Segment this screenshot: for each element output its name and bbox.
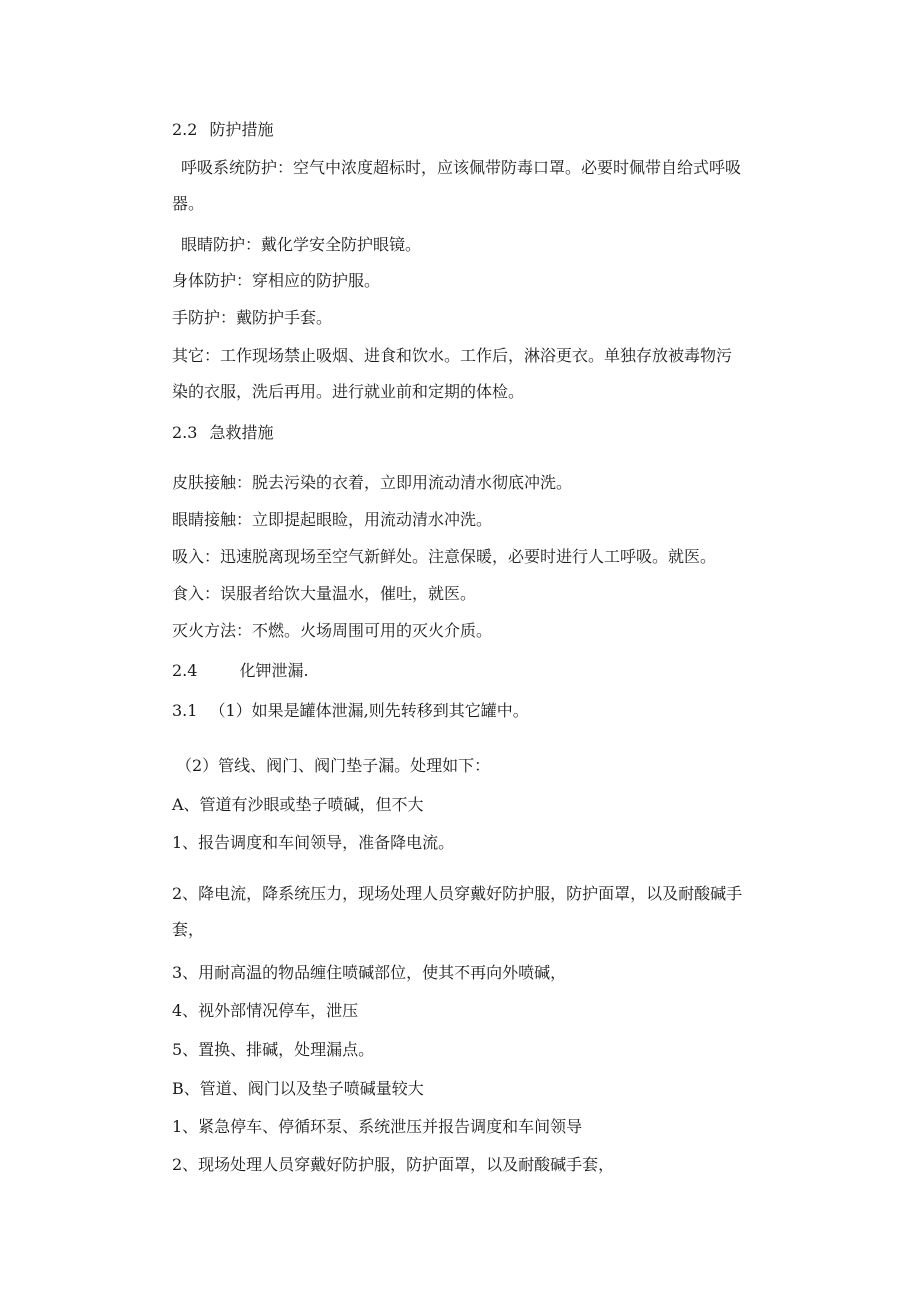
paragraph-line: 套， [172,920,205,939]
paragraph-line: 染的衣服，洗后再用。进行就业前和定期的体检。 [172,382,525,401]
paragraph-eye-contact: 眼睛接触：立即提起眼睑，用流动清水冲洗。 [172,510,493,529]
paragraph-skin-contact: 皮肤接触：脱去污染的衣着，立即用流动清水彻底冲洗。 [172,473,573,492]
section-number: 2.2 [172,120,198,139]
section-title: 化钾泄漏. [239,661,309,680]
section-title: 防护措施 [209,120,274,139]
paragraph-line: 呼吸系统防护：空气中浓度超标时，应该佩带防毒口罩。必要时佩带自给式呼吸 [181,158,742,177]
paragraph-line: 其它：工作现场禁止吸烟、进食和饮水。工作后，淋浴更衣。单独存放被毒物污 [172,346,733,365]
paragraph-item-a4: 4、视外部情况停车，泄压 [172,1001,359,1020]
paragraph-line: 器。 [172,194,205,213]
section-heading-3-1 [172,701,529,721]
paragraph-ingestion: 食入：误服者给饮大量温水，催吐，就医。 [172,584,477,603]
paragraph-fire-fighting: 灭火方法：不燃。火场周围可用的灭火介质。 [172,621,493,640]
section-text: （1）如果是罐体泄漏,则先转移到其它罐中。 [209,701,529,720]
section-number: 3.1 [172,701,198,720]
section-heading-2-2 [172,120,273,140]
paragraph-item-a: A、管道有沙眼或垫子喷碱，但不大 [172,795,424,814]
paragraph-line: 2、降电流，降系统压力，现场处理人员穿戴好防护服，防护面罩，以及耐酸碱手 [172,884,743,903]
paragraph-other-measures [172,346,782,402]
paragraph-hand-protection: 手防护：戴防护手套。 [172,308,333,327]
paragraph-item-a5: 5、置换、排碱，处理漏点。 [172,1040,375,1059]
paragraph-body-protection: 身体防护：穿相应的防护服。 [172,271,381,290]
paragraph-item-a1: 1、报告调度和车间领导，准备降电流。 [172,833,455,852]
section-heading-2-3 [172,423,273,443]
paragraph-inhalation: 吸入：迅速脱离现场至空气新鲜处。注意保暖，必要时进行人工呼吸。就医。 [172,547,717,566]
paragraph-item-b2: 2、现场处理人员穿戴好防护服，防护面罩，以及耐酸碱手套， [172,1155,615,1174]
paragraph-item-b1: 1、紧急停车、停循环泵、系统泄压并报告调度和车间领导 [172,1117,583,1136]
section-title: 急救措施 [209,423,274,442]
paragraph-item-a3: 3、用耐高温的物品缠住喷碱部位，使其不再向外喷碱， [172,963,567,982]
section-heading-2-4 [172,661,309,681]
paragraph-respiratory-protection [172,158,782,214]
paragraph-eye-protection: 眼睛防护：戴化学安全防护眼镜。 [181,235,422,254]
paragraph-item-b: B、管道、阀门以及垫子喷碱量较大 [172,1079,424,1098]
section-number: 2.3 [172,423,198,442]
section-number: 2.4 [172,661,198,680]
paragraph-item-a2 [172,884,782,940]
paragraph-item-2: （2）管线、阀门、阀门垫子漏。处理如下： [176,756,491,775]
